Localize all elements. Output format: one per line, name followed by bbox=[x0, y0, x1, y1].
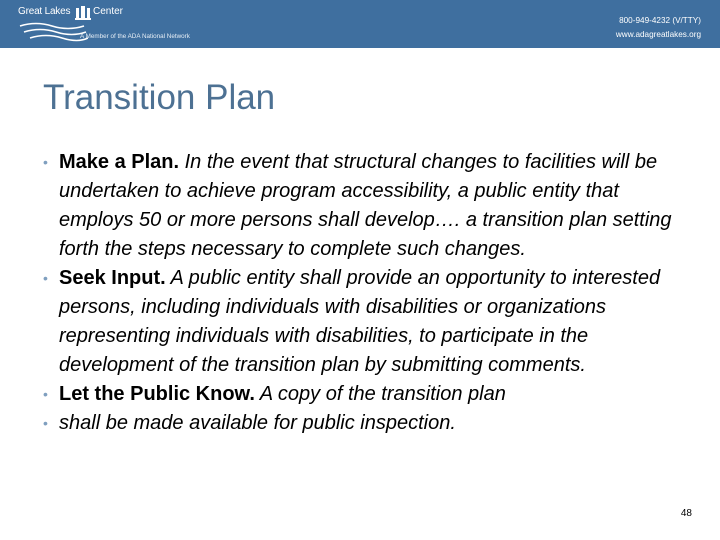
logo-org-name-part2: Center bbox=[93, 6, 124, 17]
phone-number: 800-949-4232 (V/TTY) bbox=[619, 16, 701, 25]
bullet-text: A copy of the transition plan bbox=[254, 383, 506, 405]
bullet-marker: • bbox=[43, 154, 48, 170]
bullet-lead: Let the Public Know. bbox=[59, 383, 255, 405]
bullet-text: In the event that structural changes to facilities will be undertaken to achieve program accessibility, a public entity that employs 50 or more persons shall develop…. a transition plan setting forth the steps necessary to complete such changes. bbox=[59, 151, 672, 260]
bullet-item-seek-input bbox=[43, 264, 693, 380]
header-bar bbox=[0, 0, 720, 48]
bullet-marker: • bbox=[43, 270, 48, 286]
bullet-lead: Make a Plan. bbox=[59, 151, 180, 173]
bullet-text: A public entity shall provide an opportunity to interested persons, including individuals with disabilities or organizations representing individuals with disabilities, to participate in the development of the transition plan by submitting comments. bbox=[59, 267, 661, 376]
bullet-marker: • bbox=[43, 415, 48, 431]
bullet-item-public-inspection bbox=[43, 409, 693, 438]
website-url: www.adagreatlakes.org bbox=[615, 30, 701, 39]
bullet-item-let-the-public-know bbox=[43, 380, 693, 409]
bullet-lead: Seek Input. bbox=[59, 267, 166, 289]
great-lakes-center-logo bbox=[14, 4, 224, 44]
slide-title: Transition Plan bbox=[43, 78, 276, 117]
page-number: 48 bbox=[680, 508, 692, 519]
logo-tagline: A Member of the ADA National Network bbox=[80, 33, 190, 40]
bullet-marker: • bbox=[43, 386, 48, 402]
bullet-item-make-a-plan bbox=[43, 148, 693, 264]
ada-building-icon bbox=[75, 4, 91, 20]
bullet-text: shall be made available for public inspection. bbox=[59, 412, 456, 434]
bullet-list bbox=[43, 148, 693, 438]
logo-org-name-part1: Great Lakes bbox=[18, 6, 71, 17]
lake-waves-icon bbox=[18, 20, 88, 42]
contact-info bbox=[616, 14, 701, 42]
